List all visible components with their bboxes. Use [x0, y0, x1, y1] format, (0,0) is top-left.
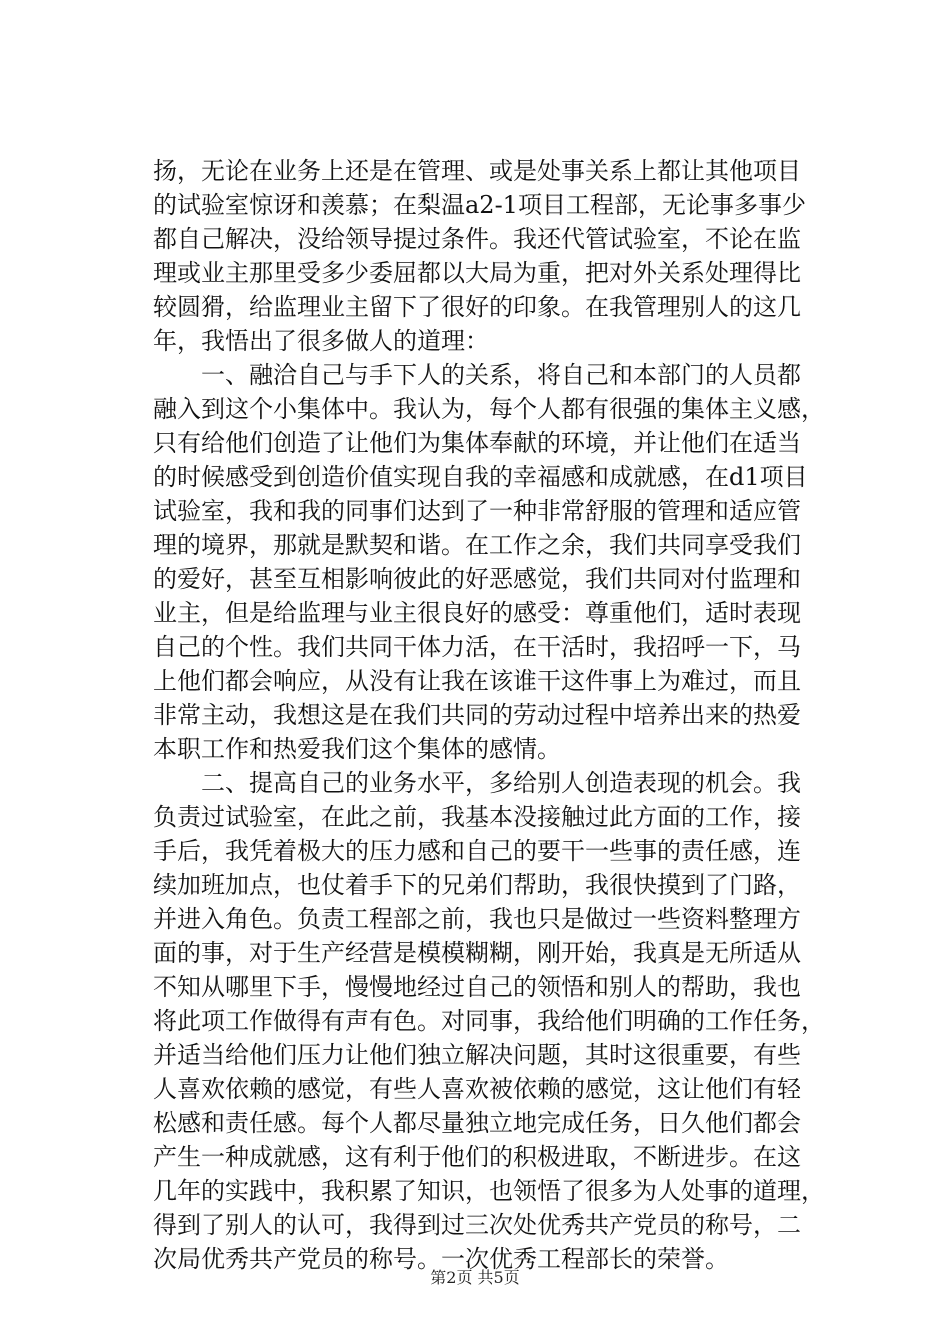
text-line: 自己的个性。我们共同干体力活，在干活时，我招呼一下，马 — [153, 633, 801, 661]
text-line: 松感和责任感。每个人都尽量独立地完成任务，日久他们都会 — [153, 1109, 801, 1137]
text-line: 手后，我凭着极大的压力感和自己的要干一些事的责任感，连 — [153, 837, 801, 865]
text-line: 年，我悟出了很多做人的道理： — [153, 327, 489, 355]
text-line: 并进入角色。负责工程部之前，我也只是做过一些资料整理方 — [153, 905, 801, 933]
text-line: 的试验室惊讶和羡慕；在梨温a2-1项目工程部，无论事多事少 — [153, 191, 806, 219]
text-line: 并适当给他们压力让他们独立解决问题，其时这很重要，有些 — [153, 1041, 801, 1069]
text-line: 融入到这个小集体中。我认为，每个人都有很强的集体主义感， — [153, 395, 825, 423]
text-line: 一、融洽自己与手下人的关系，将自己和本部门的人员都 — [153, 361, 801, 389]
text-line: 续加班加点，也仗着手下的兄弟们帮助，我很快摸到了门路， — [153, 871, 801, 899]
text-line: 理或业主那里受多少委屈都以大局为重，把对外关系处理得比 — [153, 259, 801, 287]
text-line: 的时候感受到创造价值实现自我的幸福感和成就感，在d1项目 — [153, 463, 808, 491]
text-line: 业主，但是给监理与业主很良好的感受：尊重他们，适时表现 — [153, 599, 801, 627]
text-line: 负责过试验室，在此之前，我基本没接触过此方面的工作，接 — [153, 803, 801, 831]
text-line: 试验室，我和我的同事们达到了一种非常舒服的管理和适应管 — [153, 497, 801, 525]
text-line: 次局优秀共产党员的称号。一次优秀工程部长的荣誉。 — [153, 1245, 729, 1273]
text-line: 产生一种成就感，这有利于他们的积极进取，不断进步。在这 — [153, 1143, 801, 1171]
text-line: 将此项工作做得有声有色。对同事，我给他们明确的工作任务， — [153, 1007, 825, 1035]
text-line: 非常主动，我想这是在我们共同的劳动过程中培养出来的热爱 — [153, 701, 801, 729]
text-line: 得到了别人的认可，我得到过三次处优秀共产党员的称号，二 — [153, 1211, 801, 1239]
text-line: 都自己解决，没给领导提过条件。我还代管试验室，不论在监 — [153, 225, 801, 253]
page-number-footer: 第2页 共5页 — [430, 1268, 520, 1287]
text-line: 扬，无论在业务上还是在管理、或是处事关系上都让其他项目 — [153, 157, 801, 185]
text-line: 上他们都会响应，从没有让我在该谁干这件事上为难过，而且 — [153, 667, 801, 695]
text-line: 不知从哪里下手，慢慢地经过自己的领悟和别人的帮助，我也 — [153, 973, 801, 1001]
text-line: 二、提高自己的业务水平，多给别人创造表现的机会。我 — [153, 769, 801, 797]
text-line: 较圆猾，给监理业主留下了很好的印象。在我管理别人的这几 — [153, 293, 801, 321]
text-line: 人喜欢依赖的感觉，有些人喜欢被依赖的感觉，这让他们有轻 — [153, 1075, 801, 1103]
text-line: 只有给他们创造了让他们为集体奉献的环境，并让他们在适当 — [153, 429, 801, 457]
text-line: 理的境界，那就是默契和谐。在工作之余，我们共同享受我们 — [153, 531, 801, 559]
text-line: 本职工作和热爱我们这个集体的感情。 — [153, 735, 561, 763]
body-text — [153, 154, 833, 1276]
text-line: 面的事，对于生产经营是模模糊糊，刚开始，我真是无所适从 — [153, 939, 801, 967]
text-line: 几年的实践中，我积累了知识，也领悟了很多为人处事的道理， — [153, 1177, 825, 1205]
text-line: 的爱好，甚至互相影响彼此的好恶感觉，我们共同对付监理和 — [153, 565, 801, 593]
